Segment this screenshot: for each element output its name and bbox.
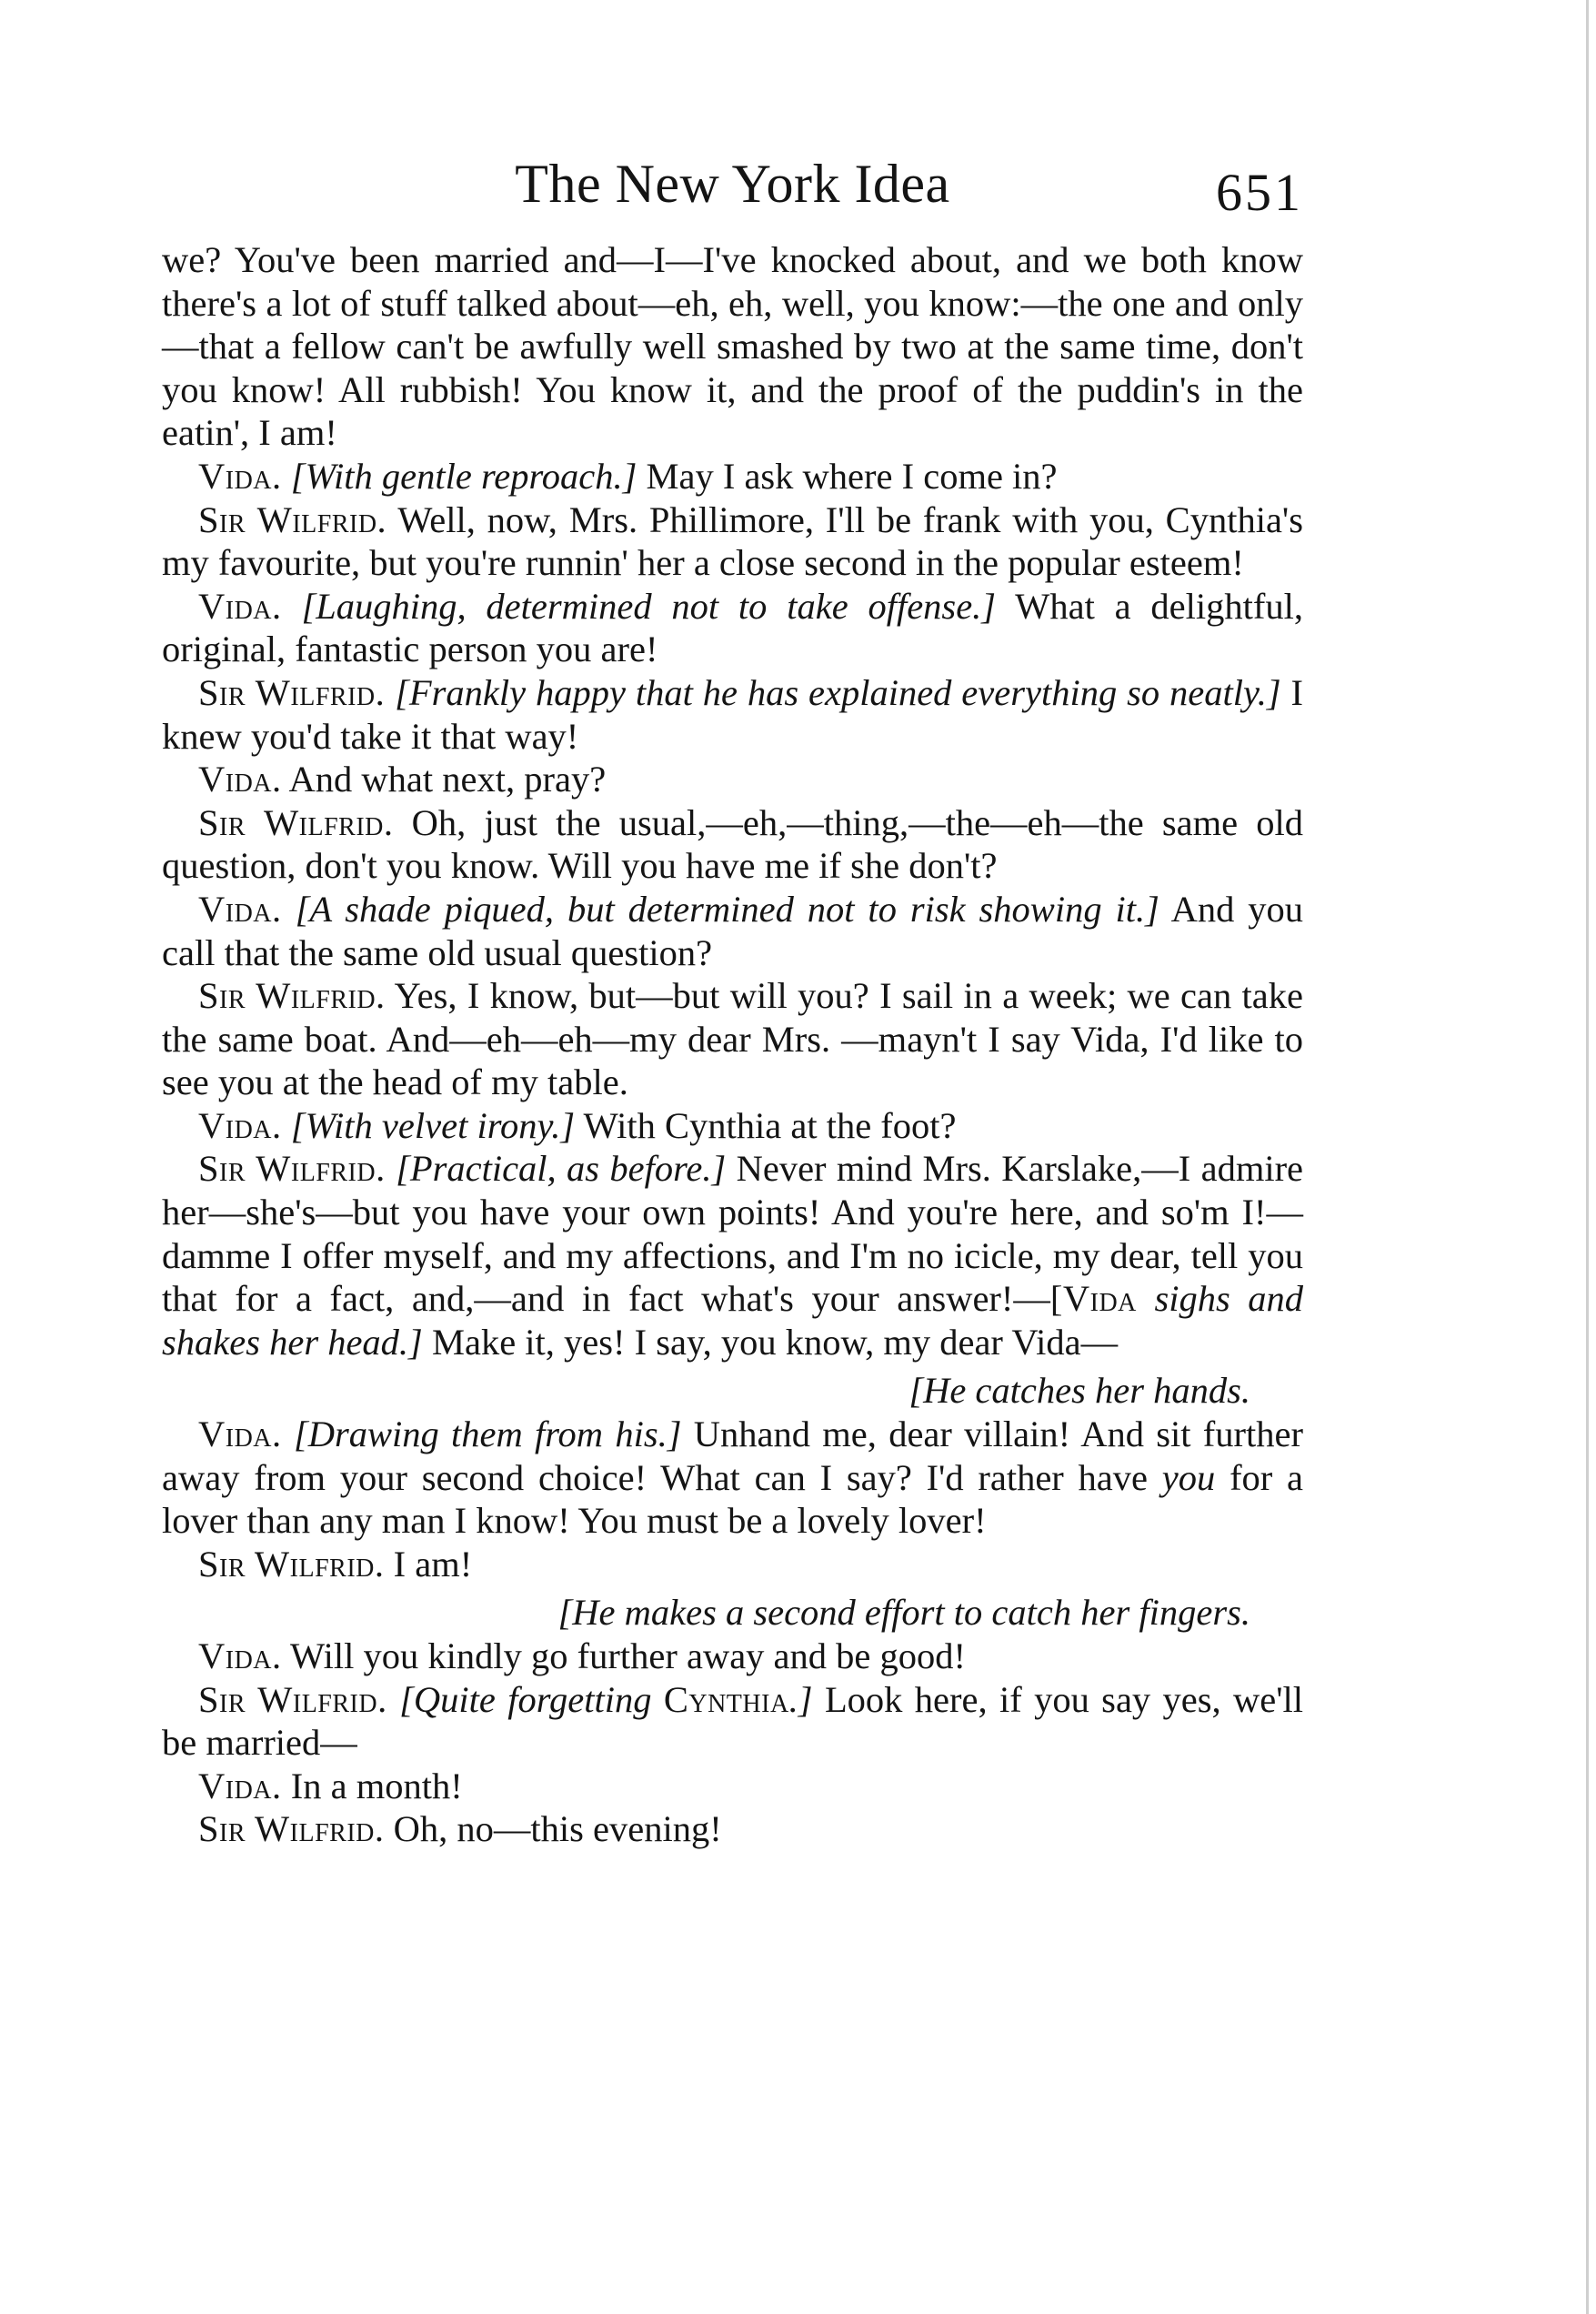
speech-sir-wilfrid — [162, 1543, 1303, 1586]
line-text: And you call that the same old usual question? — [162, 888, 1304, 973]
speech-sir-wilfrid — [162, 1147, 1303, 1363]
speaker-name: Vida. — [198, 888, 282, 930]
stage-direction: [Practical, as before.] — [396, 1148, 727, 1190]
line-text: With Cynthia at the foot? — [583, 1104, 957, 1146]
speaker-name: Vida. — [198, 455, 282, 497]
speech-sir-wilfrid — [162, 1807, 1303, 1851]
speech-sir-wilfrid — [162, 671, 1303, 758]
speaker-name: Vida. — [198, 1414, 282, 1455]
stage-direction: [Laughing, determined not to take offense.] — [301, 585, 997, 627]
paragraph-continuation — [162, 238, 1303, 455]
stage-direction: [A shade piqued, but determined not to risk showing it.] — [295, 888, 1159, 930]
stage-direction: [He catches her hands. — [908, 1370, 1250, 1412]
speaker-name: Sir Wilfrid. — [198, 1808, 385, 1850]
speaker-name: Vida. — [198, 585, 282, 627]
speaker-name: Sir Wilfrid. — [198, 671, 386, 713]
stage-direction: [With gentle reproach.] — [290, 455, 637, 497]
line-text: Never mind Mrs. Karslake,—I admire her—she's—but you have your own points! And you're here, and so'm I!—damme I offer myself, and my affections, and I'm no icicle, my dear, tell you that for a fact, and,—and in fact what's your answer!— — [162, 1148, 1304, 1320]
speech-vida — [162, 888, 1303, 974]
speech-sir-wilfrid — [162, 498, 1303, 585]
page-number: 651 — [1216, 163, 1303, 222]
line-text: I knew you'd take it that way! — [162, 671, 1304, 757]
line-text: May I ask where I come in? — [646, 455, 1058, 497]
page-header — [162, 147, 1303, 220]
stage-direction-end: .] — [788, 1678, 813, 1720]
speaker-name: Vida. — [198, 1635, 282, 1676]
stage-direction-name: Cynthia — [663, 1678, 789, 1720]
speaker-name: Sir Wilfrid. — [198, 1148, 386, 1190]
speaker-name: Vida. — [198, 1765, 282, 1806]
emphasis: you — [1161, 1456, 1216, 1498]
stage-direction-line — [162, 1369, 1303, 1413]
speech-vida — [162, 455, 1303, 498]
line-text: Oh, just the usual,—eh,—thing,—the—eh—the same old question, don't you know. Will you have me if she don't? — [162, 801, 1304, 887]
line-text: Oh, no—this evening! — [393, 1808, 722, 1850]
inline-stage-name: [Vida — [1049, 1278, 1137, 1320]
speech-vida — [162, 1413, 1303, 1543]
speaker-name: Vida. — [198, 759, 282, 800]
speech-sir-wilfrid — [162, 974, 1303, 1104]
stage-direction: [Frankly happy that he has explained everything so neatly.] — [395, 671, 1281, 713]
play-text — [162, 238, 1303, 1851]
stage-direction: [He makes a second effort to catch her fingers. — [557, 1592, 1250, 1634]
line-text: What a delightful, original, fantastic person you are! — [162, 585, 1303, 670]
line-text: Yes, I know, but—but will you? I sail in a week; we can take the same boat. And—eh—eh—my dear Mrs. —mayn't I say Vida, I'd like to see you at the head of my table. — [162, 975, 1303, 1103]
speaker-name: Sir Wilfrid. — [198, 498, 387, 540]
line-text: Unhand me, dear villain! And sit further away from your second choice! What can I say? I'd rather have — [162, 1414, 1303, 1498]
speech-vida — [162, 1104, 1303, 1148]
stage-direction: [Quite forgetting — [399, 1678, 652, 1720]
line-text: Look here, if you say yes, we'll be married— — [162, 1678, 1304, 1764]
stage-direction-line — [162, 1591, 1303, 1635]
page-edge-shadow — [1586, 0, 1589, 2314]
inline-stage-direction: sighs and shakes her head.] — [162, 1278, 1303, 1363]
speaker-name: Sir Wilfrid. — [198, 1678, 387, 1720]
speaker-name: Sir Wilfrid. — [198, 975, 386, 1017]
line-text: Will you kindly go further away and be good! — [290, 1635, 966, 1676]
running-title: The New York Idea — [515, 154, 950, 214]
line-text: we? You've been married and—I—I've knocked about, and we both know there's a lot of stuff talked about—eh, eh, well, you know:—the one and only—that a fellow can't be awfully well smashed by two at the same time, don't you know! All rubbish! You know it, and the proof of the puddin's in the eatin', I am! — [162, 239, 1303, 454]
speech-vida — [162, 758, 1303, 801]
line-text: Well, now, Mrs. Phillimore, I'll be frank with you, Cynthia's my favourite, but you're runnin' her a close second in the popular esteem! — [162, 498, 1303, 584]
line-text: I am! — [393, 1543, 473, 1585]
stage-direction: [With velvet irony.] — [290, 1104, 576, 1146]
line-text: And what next, pray? — [288, 759, 607, 800]
speech-vida — [162, 1635, 1303, 1678]
speech-sir-wilfrid — [162, 801, 1303, 888]
line-text: Make it, yes! I say, you know, my dear Vida— — [431, 1321, 1119, 1363]
speech-vida — [162, 585, 1303, 671]
stage-direction: [Drawing them from his.] — [293, 1414, 682, 1455]
speech-vida — [162, 1765, 1303, 1808]
speaker-name: Sir Wilfrid. — [198, 1543, 385, 1585]
line-text: In a month! — [290, 1765, 463, 1806]
speaker-name: Vida. — [198, 1104, 282, 1146]
speaker-name: Sir Wilfrid. — [198, 801, 394, 843]
line-text: for a lover than any man I know! You must be a lovely lover! — [162, 1456, 1304, 1542]
speech-sir-wilfrid — [162, 1678, 1303, 1765]
